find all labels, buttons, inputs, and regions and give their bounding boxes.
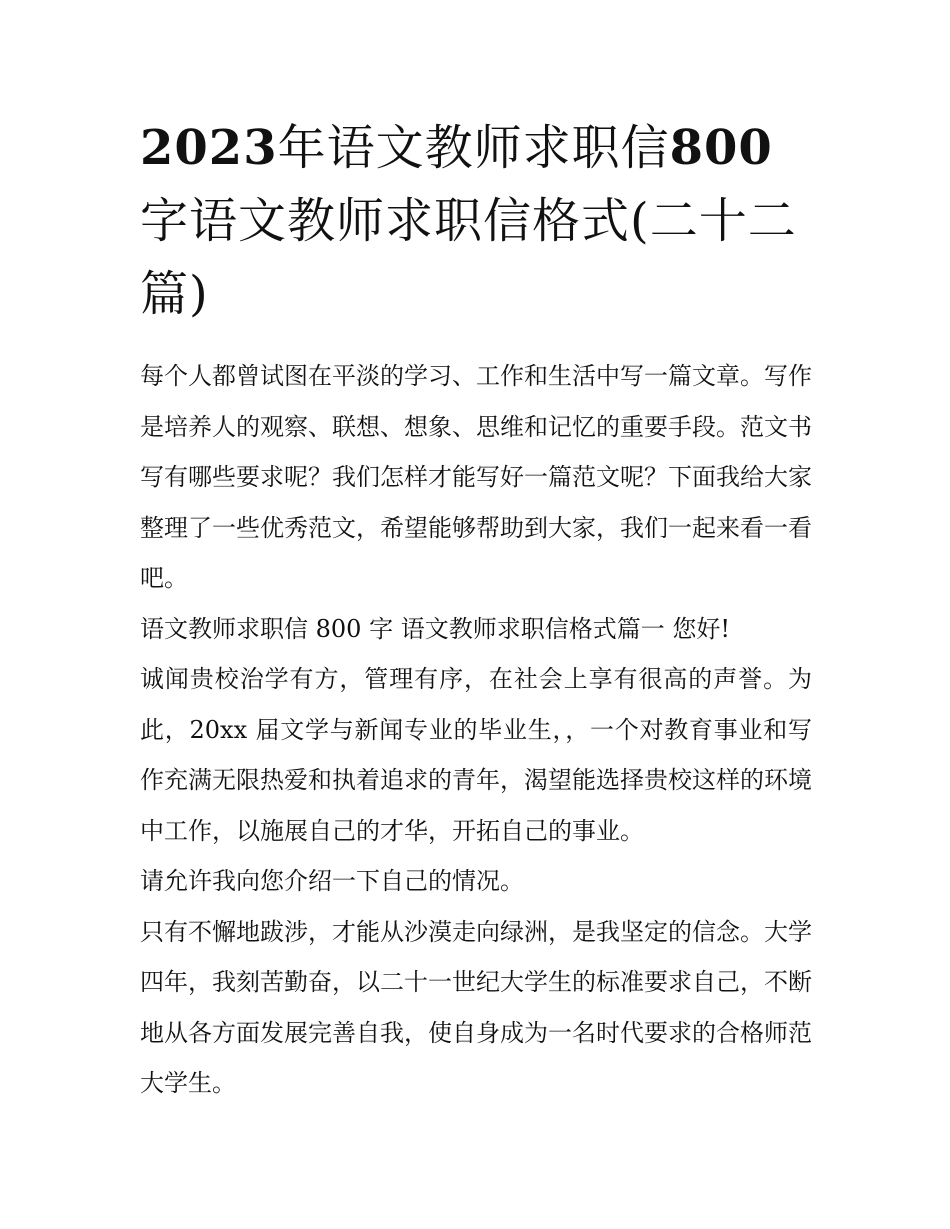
body-paragraph-school: 诚闻贵校治学有方，管理有序，在社会上享有很高的声誉。为此，20xx 届文学与新闻专业的毕业生，，一个对教育事业和写作充满无限热爱和执着追求的青年，渴望能选择贵校这样的环境中工作，以施展自己的才华，开拓自己的事业。: [140, 665, 812, 845]
document-page: [140, 112, 812, 1109]
body-paragraph-introduction: 请允许我向您介绍一下自己的情况。: [140, 867, 524, 895]
title-text-2: 字语文教师求职信格式(二十二篇): [140, 193, 797, 322]
title-text-1: 年语文教师求职信: [277, 120, 670, 176]
intro-paragraph: 每个人都曾试图在平淡的学习、工作和生活中写一篇文章。写作是培养人的观察、联想、想象、思维和记忆的重要手段。范文书写有哪些要求呢？我们怎样才能写好一篇范文呢？下面我给大家整理了一些优秀范文，希望能够帮助到大家，我们一起来看一看吧。: [140, 362, 812, 592]
title-word-count: 800: [669, 120, 773, 176]
section-heading-line: 语文教师求职信 800 字 语文教师求职信格式篇一 您好!: [140, 614, 730, 643]
body-paragraph-belief: 只有不懈地跋涉，才能从沙漠走向绿洲，是我坚定的信念。大学四年，我刻苦勤奋，以二十一世纪大学生的标准要求自己，不断地从各方面发展完善自我，使自身成为一名时代要求的合格师范大学生。: [140, 917, 812, 1097]
document-title: [140, 112, 812, 331]
title-year: 2023: [140, 120, 278, 176]
